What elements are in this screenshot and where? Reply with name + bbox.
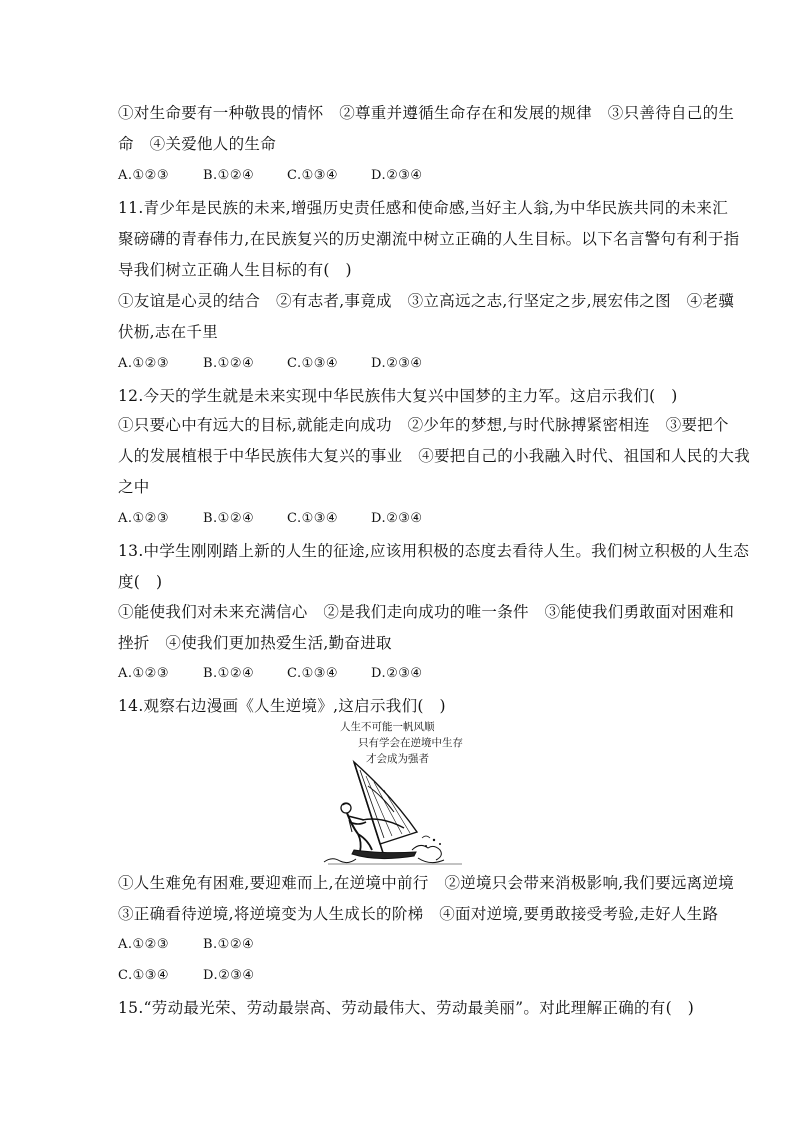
q13-stem-line1: 13.中学生刚刚踏上新的人生的征途,应该用积极的态度去看待人生。我们树立积极的人生态	[118, 542, 750, 560]
option-d: D.②③④	[371, 356, 423, 371]
option-c: C.①③④	[287, 511, 339, 526]
q11-stem-line2: 聚磅礴的青春伟力,在民族复兴的历史潮流中树立正确的人生目标。以下名言警句有利于指	[118, 230, 740, 248]
q12-statements-line1: ①只要心中有远大的目标,就能走向成功 ②少年的梦想,与时代脉搏紧密相连 ③要把个	[118, 416, 729, 434]
option-a: A.①②③	[118, 666, 169, 681]
cartoon-caption-line1: 人生不可能一帆风顺	[340, 721, 435, 733]
option-a: A.①②③	[118, 937, 169, 952]
q11-statements-line2: 伏枥,志在千里	[118, 323, 219, 341]
q12-statements-line2: 人的发展植根于中华民族伟大复兴的事业 ④要把自己的小我融入时代、祖国和人民的大我	[118, 447, 751, 465]
option-d: D.②③④	[371, 168, 423, 183]
q15-stem: 15.“劳动最光荣、劳动最崇高、劳动最伟大、劳动最美丽”。对此理解正确的有( )	[118, 999, 695, 1017]
option-d: D.②③④	[203, 968, 255, 983]
q11-statements-line1: ①友谊是心灵的结合 ②有志者,事竟成 ③立高远之志,行坚定之步,展宏伟之图 ④老骥	[118, 292, 735, 310]
cartoon-caption-line3: 才会成为强者	[366, 753, 429, 765]
q12-stem: 12.今天的学生就是未来实现中华民族伟大复兴中国梦的主力军。这启示我们( )	[118, 387, 678, 405]
q14-statements-line1: ①人生难免有困难,要迎难而上,在逆境中前行 ②逆境只会带来消极影响,我们要远离逆境	[118, 874, 735, 892]
q13-stem-line2: 度( )	[118, 573, 163, 591]
option-b: B.①②④	[203, 168, 255, 183]
option-a: A.①②③	[118, 356, 169, 371]
cartoon-caption-line2: 只有学会在逆境中生存	[358, 737, 463, 749]
q11-stem-line3: 导我们树立正确人生目标的有( )	[118, 261, 352, 279]
option-a: A.①②③	[118, 168, 169, 183]
option-a: A.①②③	[118, 511, 169, 526]
q10-statements-line1: ①对生命要有一种敬畏的情怀 ②尊重并遵循生命存在和发展的规律 ③只善待自己的生	[118, 104, 735, 122]
q10-statements-line2: 命 ④关爱他人的生命	[118, 135, 277, 153]
option-b: B.①②④	[203, 511, 255, 526]
option-d: D.②③④	[371, 666, 423, 681]
option-b: B.①②④	[203, 356, 255, 371]
option-c: C.①③④	[118, 968, 170, 983]
q14-statements-line2: ③正确看待逆境,将逆境变为人生成长的阶梯 ④面对逆境,要勇敢接受考验,走好人生路	[118, 905, 719, 923]
option-b: B.①②④	[203, 937, 255, 952]
option-c: C.①③④	[287, 666, 339, 681]
q12-statements-line3: 之中	[118, 478, 150, 496]
option-c: C.①③④	[287, 356, 339, 371]
option-b: B.①②④	[203, 666, 255, 681]
q13-statements-line1: ①能使我们对未来充满信心 ②是我们走向成功的唯一条件 ③能使我们勇敢面对困难和	[118, 603, 735, 621]
option-c: C.①③④	[287, 168, 339, 183]
q13-statements-line2: 挫折 ④使我们更加热爱生活,勤奋进取	[118, 634, 392, 652]
option-d: D.②③④	[371, 511, 423, 526]
q11-stem-line1: 11.青少年是民族的未来,增强历史责任感和使命感,当好主人翁,为中华民族共同的未来汇	[118, 199, 729, 217]
q14-stem: 14.观察右边漫画《人生逆境》,这启示我们( )	[118, 697, 446, 715]
